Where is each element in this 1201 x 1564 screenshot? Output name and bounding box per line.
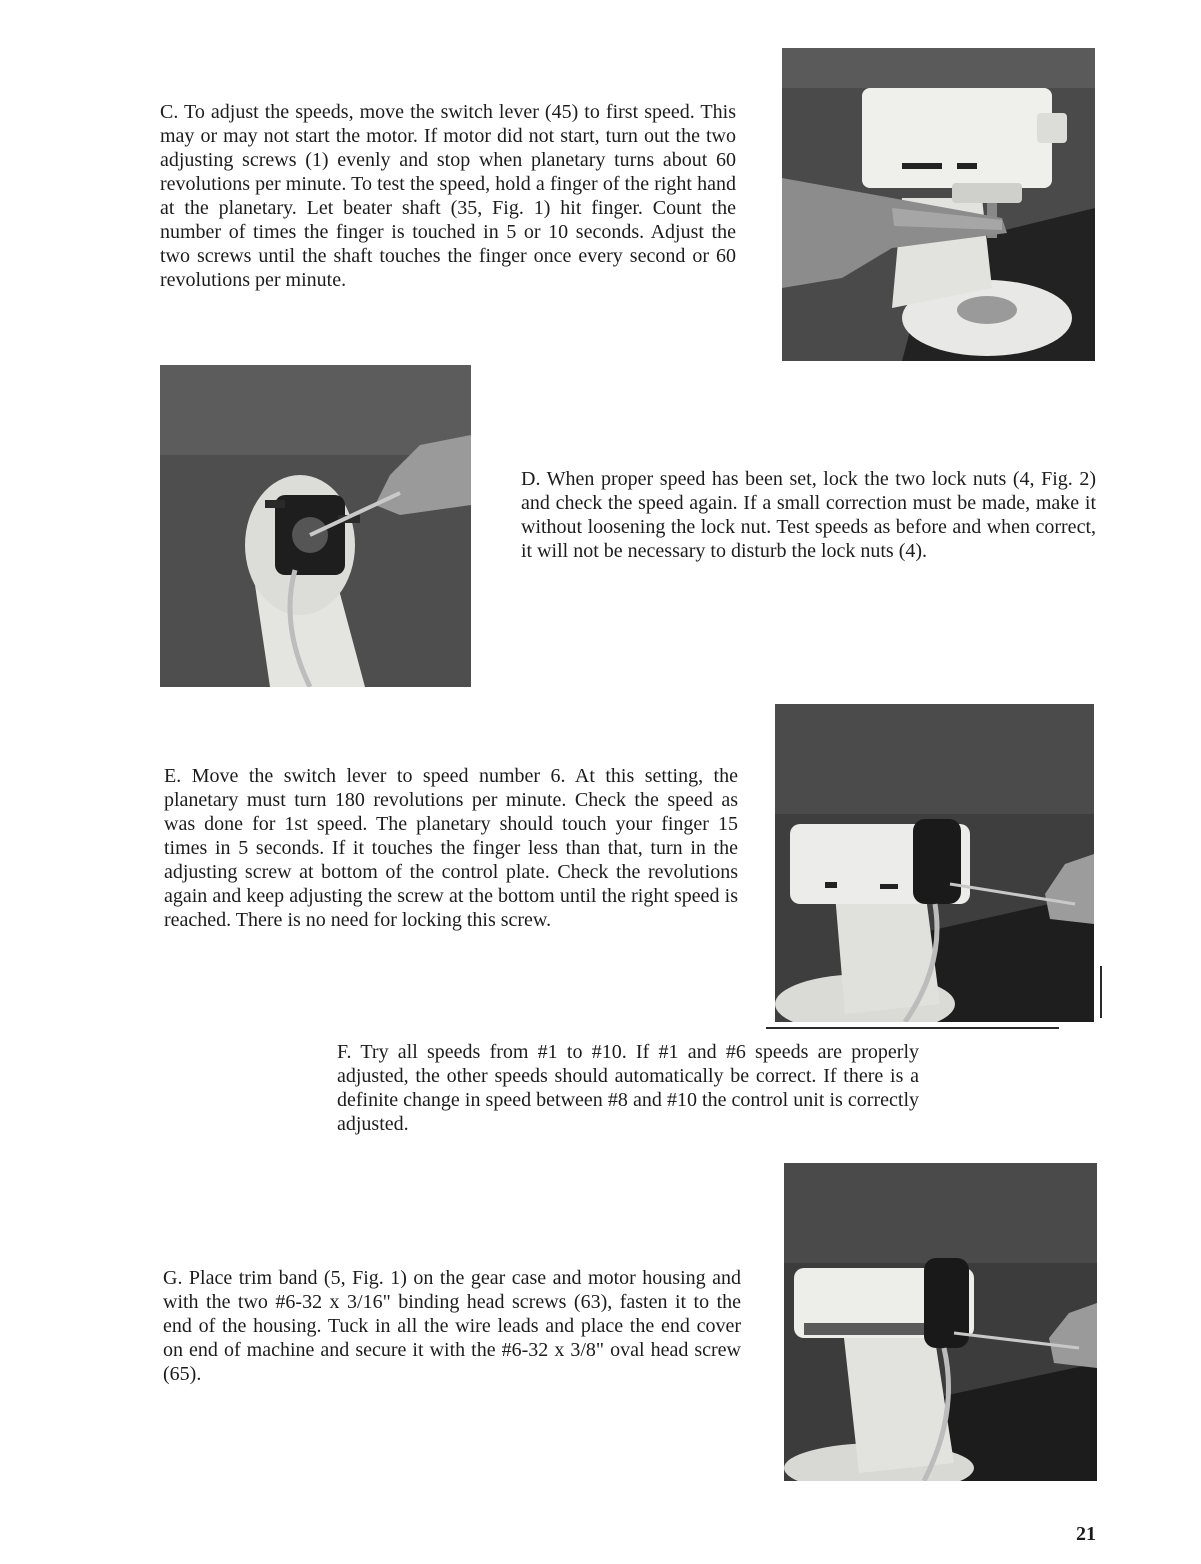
photo-side-rule	[1100, 966, 1102, 1018]
page-number: 21	[1076, 1523, 1096, 1545]
step-d-text: D. When proper speed has been set, lock the two lock nuts (4, Fig. 2) and check the speed again. If a small correction must be made, make it without loosening the lock nut. Test speeds as before and when correct, it will not be necessary to disturb the lock nuts (4).	[521, 468, 1096, 562]
photo-underline-rule	[766, 1027, 1059, 1029]
step-f-text: F. Try all speeds from #1 to #10. If #1 and #6 speeds are properly adjusted, the other speeds should automatically be correct. If there is a definite change in speed between #8 and #10 the control unit is correctly adjusted.	[337, 1041, 919, 1135]
photo-mixer-speed-test-by-finger	[782, 48, 1095, 361]
photo-trim-band-and-end-cover	[784, 1163, 1097, 1481]
photo-locking-adjusting-screws	[160, 365, 471, 687]
step-c-text: C. To adjust the speeds, move the switch lever (45) to first speed. This may or may not start the motor. If motor did not start, turn out the two adjusting screws (1) evenly and stop when planetary turns about 60 revolutions per minute. To test the speed, hold a finger of the right hand at the planetary. Let beater shaft (35, Fig. 1) hit finger. Count the number of times the finger is touched in 5 or 10 seconds. Adjust the two screws until the shaft touches the finger once every second or 60 revolutions per minute.	[160, 101, 736, 291]
step-g-text: G. Place trim band (5, Fig. 1) on the gear case and motor housing and with the two #6-32 x 3/16" binding head screws (63), fasten it to the end of the housing. Tuck in all the wire leads and place the end cover on end of machine and secure it with the #6-32 x 3/8" oval head screw (65).	[163, 1267, 741, 1385]
photo-adjusting-bottom-screw	[775, 704, 1094, 1022]
step-e-text: E. Move the switch lever to speed number 6. At this setting, the planetary must turn 180 revolutions per minute. Check the speed as was done for 1st speed. The planetary should touch your finger 15 times in 5 seconds. If it touches the finger less than that, turn in the adjusting screw at bottom of the control plate. Check the revolutions again and keep adjusting the screw at the bottom until the right speed is reached. There is no need for locking this screw.	[164, 765, 738, 931]
